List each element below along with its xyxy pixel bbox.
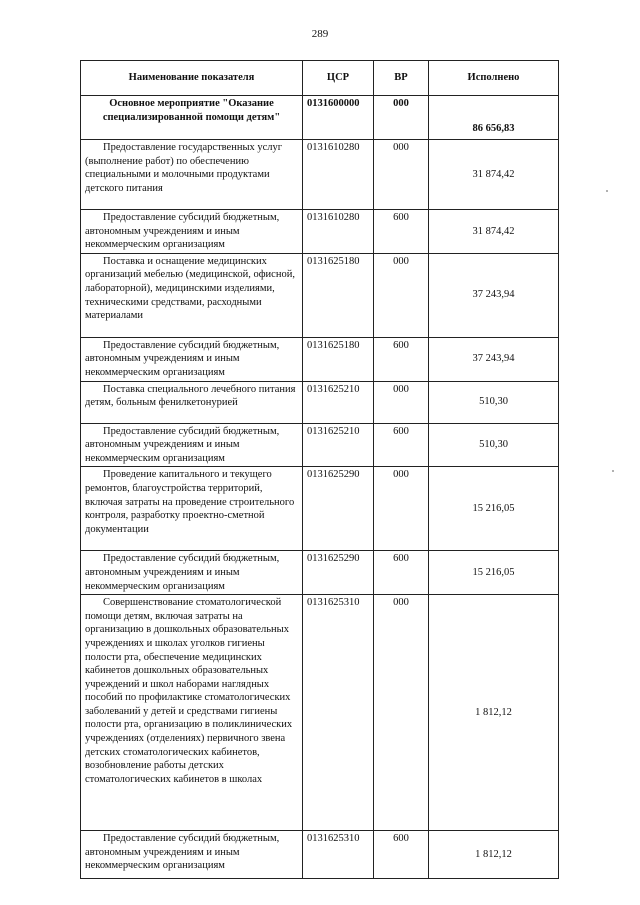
row-csr: 0131600000 <box>303 96 374 140</box>
row-executed: 37 243,94 <box>429 253 559 337</box>
row-name: Проведение капитального и текущего ремонтов, благоустройства территорий, включая затраты на проведение строительного контроля, разработку проектно-сметной документации <box>81 467 303 551</box>
row-csr: 0131625180 <box>303 337 374 381</box>
row-csr: 0131625180 <box>303 253 374 337</box>
row-vr: 600 <box>374 551 429 595</box>
row-executed: 31 874,42 <box>429 210 559 254</box>
row-executed: 15 216,05 <box>429 467 559 551</box>
scan-speck <box>612 470 614 472</box>
row-executed: 510,30 <box>429 423 559 467</box>
table-row <box>81 423 559 467</box>
row-name: Предоставление субсидий бюджетным, автономным учреждениям и иным некоммерческим организациям <box>81 423 303 467</box>
table-row <box>81 140 559 210</box>
row-csr: 0131610280 <box>303 140 374 210</box>
header-vr: ВР <box>374 61 429 96</box>
row-executed: 15 216,05 <box>429 551 559 595</box>
row-name: Совершенствование стоматологической помощи детям, включая затраты на организацию в дошкольных образовательных учреждениях и школах уголков гигиены полости рта, обеспечение медицинских кабинетов дошкольных образовательных учреждений и школ наборами наглядных пособий по профилактике стоматологических заболеваний у детей и средствами гигиены полости рта, организацию в поликлинических учреждениях (отделениях) первичного звена детских стоматологических кабинетов, возобновление работы детских стоматологических кабинетов в школах <box>81 595 303 831</box>
row-vr: 000 <box>374 140 429 210</box>
row-name: Предоставление государственных услуг (выполнение работ) по обеспечению специальными и молочными продуктами детского питания <box>81 140 303 210</box>
header-executed: Исполнено <box>429 61 559 96</box>
row-name: Предоставление субсидий бюджетным, автономным учреждениям и иным некоммерческим организациям <box>81 551 303 595</box>
row-vr: 600 <box>374 423 429 467</box>
row-name: Предоставление субсидий бюджетным, автономным учреждениям и иным некоммерческим организациям <box>81 337 303 381</box>
header-csr: ЦСР <box>303 61 374 96</box>
row-vr: 000 <box>374 467 429 551</box>
row-csr: 0131625210 <box>303 381 374 423</box>
page-number: 289 <box>311 28 329 40</box>
row-vr: 000 <box>374 381 429 423</box>
row-executed: 31 874,42 <box>429 140 559 210</box>
row-csr: 0131625310 <box>303 831 374 879</box>
row-executed: 1 812,12 <box>429 831 559 879</box>
row-csr: 0131625290 <box>303 551 374 595</box>
row-name: Предоставление субсидий бюджетным, автономным учреждениям и иным некоммерческим организациям <box>81 210 303 254</box>
table-row <box>81 551 559 595</box>
row-executed: 510,30 <box>429 381 559 423</box>
row-name: Поставка специального лечебного питания детям, больным фенилкетонурией <box>81 381 303 423</box>
table-header-row <box>81 61 559 96</box>
row-vr: 600 <box>374 337 429 381</box>
row-name: Поставка и оснащение медицинских организаций мебелью (медицинской, офисной, лабораторной), медицинскими изделиями, техническими средствами, расходными материалами <box>81 253 303 337</box>
header-name: Наименование показателя <box>81 61 303 96</box>
row-csr: 0131625310 <box>303 595 374 831</box>
table-row-main-event <box>81 96 559 140</box>
row-csr: 0131625210 <box>303 423 374 467</box>
row-executed: 86 656,83 <box>429 96 559 140</box>
row-vr: 600 <box>374 210 429 254</box>
table-row <box>81 210 559 254</box>
row-executed: 1 812,12 <box>429 595 559 831</box>
row-vr: 600 <box>374 831 429 879</box>
expenditure-table <box>80 60 559 879</box>
row-vr: 000 <box>374 595 429 831</box>
table-row <box>81 337 559 381</box>
table-row <box>81 253 559 337</box>
row-name: Основное мероприятие "Оказание специализированной помощи детям" <box>81 96 303 140</box>
table-row <box>81 381 559 423</box>
row-vr: 000 <box>374 96 429 140</box>
table-row <box>81 595 559 831</box>
row-name: Предоставление субсидий бюджетным, автономным учреждениям и иным некоммерческим организациям <box>81 831 303 879</box>
row-executed: 37 243,94 <box>429 337 559 381</box>
table-row <box>81 467 559 551</box>
row-vr: 000 <box>374 253 429 337</box>
scan-speck <box>606 190 608 192</box>
row-csr: 0131610280 <box>303 210 374 254</box>
table-row <box>81 831 559 879</box>
row-csr: 0131625290 <box>303 467 374 551</box>
